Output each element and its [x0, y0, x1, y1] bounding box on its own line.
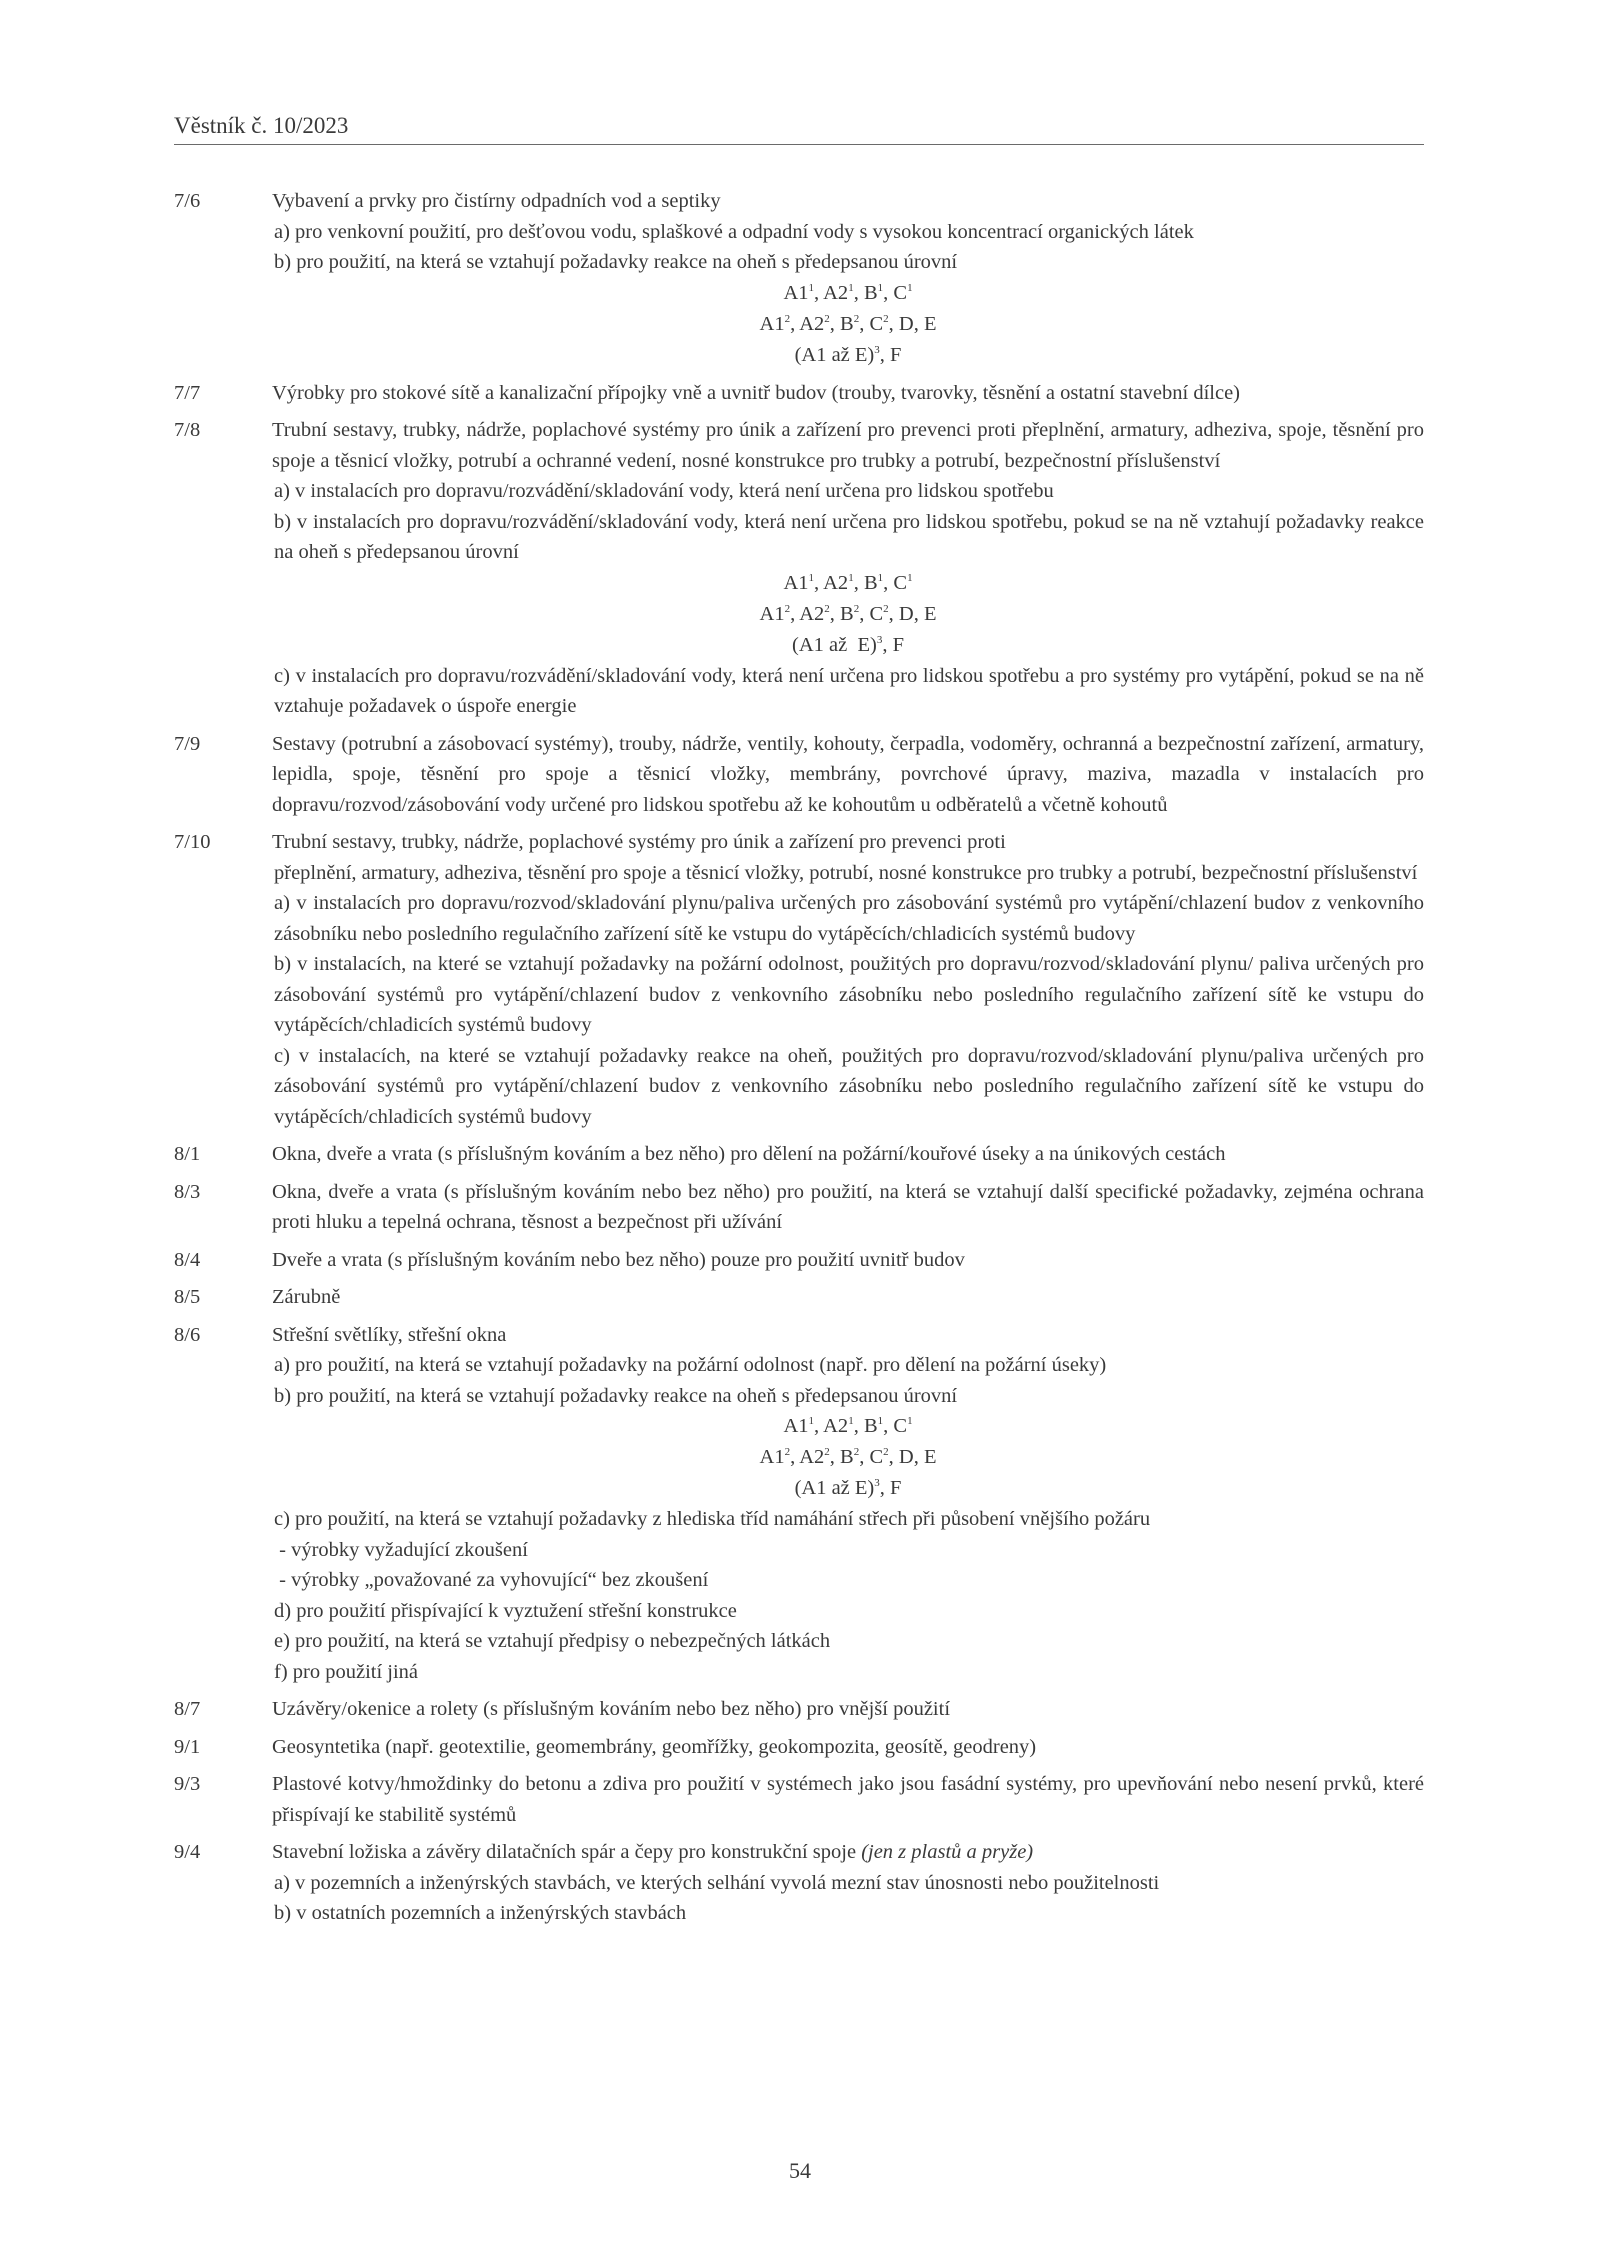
item-code: 7/6: [174, 190, 201, 212]
fire-class-line: (A1 až E)$^3$, F: [794, 1477, 902, 1499]
item-title: Trubní sestavy, trubky, nádrže, poplachové systémy pro únik a zařízení pro prevenci proti přeplnění, armatury, adheziva, spoje, těsnění pro spoje a těsnicí vložky, potrubí a ochranné vedení, nosné konstrukce pro trubky a potrubí, bezpečnostní příslušenství: [272, 419, 1424, 472]
sub-item: - výrobky „považované za vyhovující“ bez zkoušení: [274, 1569, 709, 1591]
item-title: Dveře a vrata (s příslušným kováním nebo bez něho) pouze pro použití uvnitř budov: [272, 1248, 965, 1271]
list-item: [174, 378, 1424, 409]
list-item: [174, 1245, 1424, 1276]
item-code: 7/7: [174, 381, 201, 404]
fire-class-line: $A1^1$, $A2^1$, $B^1$, $C^1$: [783, 281, 913, 304]
item-title: Výrobky pro stokové sítě a kanalizační přípojky vně a uvnitř budov (trouby, tvarovky, těsnění a ostatní stavební dílce): [272, 381, 1241, 404]
sub-item: b) v ostatních pozemních a inženýrských stavbách: [274, 1902, 687, 1924]
sub-item: b) v instalacích pro dopravu/rozvádění/skladování vody, která není určena pro lidskou spotřebu, pokud se na ně vztahují požadavky reakce na oheň s předepsanou úrovní: [274, 510, 1424, 563]
list-item: [174, 1282, 1424, 1313]
item-code: 7/8: [174, 419, 201, 441]
list-item: [174, 186, 1424, 371]
list-item: [174, 729, 1424, 821]
document-header: [174, 112, 1424, 145]
sub-item: e) pro použití, na která se vztahují předpisy o nebezpečných látkách: [274, 1630, 831, 1652]
sub-item: c) pro použití, na která se vztahují požadavky z hlediska tříd namáhání střech při působení vnějšího požáru: [274, 1508, 1151, 1530]
item-title: Uzávěry/okenice a rolety (s příslušným kováním nebo bez něho) pro vnější použití: [272, 1698, 951, 1720]
sub-item: b) pro použití, na která se vztahují požadavky reakce na oheň s předepsanou úrovní: [274, 251, 958, 273]
fire-class-block: [272, 278, 1424, 371]
fire-class-line: (A1 až E)$^3$, F: [794, 343, 902, 366]
sub-item: přeplnění, armatury, adheziva, těsnění pro spoje a těsnicí vložky, potrubí, nosné konstrukce pro trubky a potrubí, bezpečnostní příslušenství: [274, 861, 1418, 884]
item-code: 8/7: [174, 1698, 201, 1720]
item-code: 8/1: [174, 1143, 201, 1165]
fire-class-line: $A1^2$, $A2^2$, $B^2$, $C^2$, D, E: [759, 1446, 937, 1468]
item-title: [272, 1837, 1424, 1868]
sub-item: d) pro použití přispívající k vyztužení střešní konstrukce: [274, 1599, 737, 1622]
fire-class-line: $A1^2$, $A2^2$, $B^2$, $C^2$, D, E: [759, 312, 937, 335]
item-title: Sestavy (potrubní a zásobovací systémy), trouby, nádrže, ventily, kohouty, čerpadla, vodoměry, ochranná a bezpečnostní zařízení, armatury, lepidla, spoje, těsnění pro spoje a těsnicí vložky, membrány, povrchové úpravy, maziva, mazadla v instalacích pro dopravu/rozvod/zásobování vody určené pro lidskou spotřebu až ke kohoutům u odběratelů a včetně kohoutů: [272, 732, 1424, 816]
fire-class-line: $A1^2$, $A2^2$, $B^2$, $C^2$, D, E: [759, 602, 937, 625]
item-code: 9/3: [174, 1773, 201, 1795]
sub-item: a) pro venkovní použití, pro dešťovou vodu, splaškové a odpadní vody s vysokou koncentrací organických látek: [274, 220, 1194, 243]
item-code: 8/3: [174, 1180, 201, 1203]
fire-class-block: [272, 568, 1424, 661]
sub-item: c) v instalacích pro dopravu/rozvádění/skladování vody, která není určena pro lidskou spotřebu a pro systémy pro vytápění, pokud se na ně vztahuje požadavek o úspoře energie: [274, 664, 1424, 717]
item-title-text: Stavební ložiska a závěry dilatačních spár a čepy pro konstrukční spoje: [272, 1841, 857, 1863]
item-title: Plastové kotvy/hmoždinky do betonu a zdiva pro použití v systémech jako jsou fasádní systémy, pro upevňování nebo nesení prvků, které přispívají ke stabilitě systémů: [272, 1773, 1424, 1826]
fire-class-line: $A1^1$, $A2^1$, $B^1$, $C^1$: [783, 571, 913, 594]
journal-title: Věstník č. 10/2023: [174, 113, 349, 138]
item-title: Okna, dveře a vrata (s příslušným kováním a bez něho) pro dělení na požární/kouřové úseky a na únikových cestách: [272, 1143, 1226, 1165]
list-item: [174, 1769, 1424, 1830]
item-code: 7/9: [174, 732, 201, 755]
item-code: 9/1: [174, 1735, 201, 1758]
sub-item: a) v pozemních a inženýrských stavbách, ve kterých selhání vyvolá mezní stav únosnosti nebo použitelnosti: [274, 1871, 1160, 1894]
list-item: [174, 1732, 1424, 1763]
sub-item: b) pro použití, na která se vztahují požadavky reakce na oheň s předepsanou úrovní: [274, 1384, 958, 1407]
item-title: Střešní světlíky, střešní okna: [272, 1323, 507, 1346]
sub-item: f) pro použití jiná: [274, 1660, 419, 1683]
list-item: [174, 1694, 1424, 1725]
list-item: [174, 1139, 1424, 1170]
item-code: 8/5: [174, 1286, 201, 1308]
item-title: Trubní sestavy, trubky, nádrže, poplachové systémy pro únik a zařízení pro prevenci proti: [272, 831, 1006, 853]
sub-item: a) v instalacích pro dopravu/rozvod/skladování plynu/paliva určených pro zásobování systémů pro vytápění/chlazení budov z venkovního zásobníku nebo posledního regulačního zařízení sítě ke vstupu do vytápěcích/chladicích systémů budovy: [274, 892, 1424, 945]
list-item: [174, 1320, 1424, 1688]
sub-item: a) pro použití, na která se vztahují požadavky na požární odolnost (např. pro dělení na požární úseky): [274, 1354, 1107, 1376]
item-code: 8/4: [174, 1248, 201, 1271]
list-item: [174, 1837, 1424, 1929]
item-code: 9/4: [174, 1841, 201, 1863]
page-number: 54: [789, 2158, 811, 2183]
list-item: [174, 415, 1424, 722]
list-item: [174, 827, 1424, 1132]
sub-item: a) v instalacích pro dopravu/rozvádění/skladování vody, která není určena pro lidskou spotřebu: [274, 480, 1054, 502]
fire-class-block: [272, 1411, 1424, 1504]
item-title: Vybavení a prvky pro čistírny odpadních vod a septiky: [272, 190, 721, 212]
document-body: [174, 186, 1424, 1936]
sub-item: b) v instalacích, na které se vztahují požadavky na požární odolnost, použitých pro dopravu/rozvod/skladování plynu/ paliva určených pro zásobování systémů pro vytápění/chlazení budov z venkovního zásobníku nebo posledního regulačního zařízení sítě ke vstupu do vytápěcích/chladicích systémů budovy: [274, 953, 1424, 1036]
item-title: Geosyntetika (např. geotextilie, geomembrány, geomřížky, geokompozita, geosítě, geodreny): [272, 1735, 1037, 1758]
item-code: 7/10: [174, 831, 211, 853]
list-item: [174, 1177, 1424, 1238]
item-code: 8/6: [174, 1323, 201, 1346]
fire-class-line: $A1^1$, $A2^1$, $B^1$, $C^1$: [783, 1415, 913, 1437]
item-title: Okna, dveře a vrata (s příslušným kováním nebo bez něho) pro použití, na která se vztahují další specifické požadavky, zejména ochrana proti hluku a tepelná ochrana, těsnost a bezpečnost při užívání: [272, 1180, 1424, 1233]
sub-item: c) v instalacích, na které se vztahují požadavky reakce na oheň, použitých pro dopravu/rozvod/skladování plynu/paliva určených pro zásobování systémů pro vytápění/chlazení budov z venkovního zásobníku nebo posledního regulačního zařízení sítě ke vstupu do vytápěcích/chladicích systémů budovy: [274, 1044, 1424, 1128]
sub-item: - výrobky vyžadující zkoušení: [274, 1538, 528, 1561]
item-title-note: (jen z plastů a pryže): [861, 1841, 1034, 1863]
fire-class-line: (A1 až E)$^3$, F: [792, 633, 904, 656]
item-title: Zárubně: [272, 1286, 341, 1308]
